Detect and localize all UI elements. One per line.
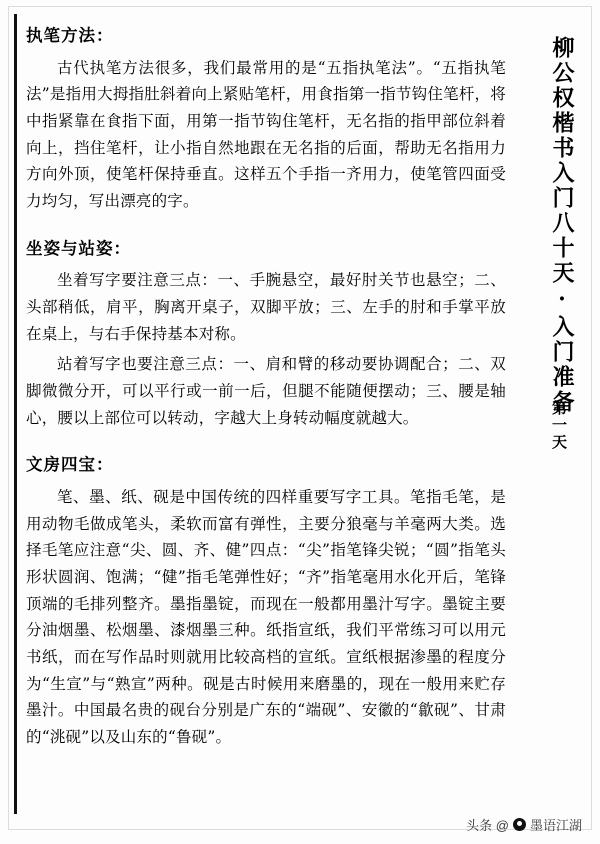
section-heading-posture: 坐姿与站姿： <box>26 238 131 258</box>
document-body <box>26 24 506 804</box>
watermark-author: 墨语江湖 <box>529 818 582 833</box>
paragraph-posture-1: 坐着写字要注意三点：一、手腕悬空，最好肘关节也悬空；二、头部稍低，肩平，胸离开桌子，双脚平放；三、左手的肘和手掌平放在桌上，与右手保持基本对称。 <box>26 271 506 343</box>
section-four-treasures <box>26 453 506 750</box>
section-holding-brush <box>26 24 506 215</box>
vertical-day-label: 第一天 <box>550 400 568 451</box>
section-heading-four-treasures: 文房四宝： <box>26 455 114 475</box>
watermark <box>466 815 582 834</box>
section-posture <box>26 237 506 432</box>
paragraph-four-treasures-1: 笔、墨、纸、砚是中国传统的四样重要写字工具。笔指毛笔，是用动物毛做成笔头，柔软而富有弹性，主要分狼毫与羊毫两大类。选择毛笔应注意“尖、圆、齐、健”四点：“尖”指笔锋尖锐；“圆”指笔头形状圆润、饱满；“健”指毛笔弹性好；“齐”指笔毫用水化开后，笔锋顶端的毛排列整齐。墨指墨锭，而现在一般都用墨汁写字。墨锭主要分油烟墨、松烟墨、漆烟墨三种。纸指宣纸，我们平常练习可以用元书纸，而在写作品时则就用比较高档的宣纸。宣纸根据渗墨的程度分为“生宣”与“熟宣”两种。砚是古时候用来磨墨的，现在一般用来贮存墨汁。中国最名贵的砚台分别是广东的“端砚”、安徽的“歙砚”、甘肃的“洮砚”以及山东的“鲁砚”。 <box>26 488 506 747</box>
paragraph-posture-2: 站着写字也要注意三点：一、肩和臂的移动要协调配合；二、双脚微微分开，可以平行或一前一后，但腿不能随便摆动；三、腰是轴心，腰以上部位可以转动，字越大上身转动幅度就越大。 <box>26 355 506 427</box>
paragraph-holding-brush-1: 古代执笔方法很多，我们最常用的是“五指执笔法”。“五指执笔法”是指用大拇指肚斜着向上紧贴笔杆，用食指第一指节钩住笔杆，将中指紧靠在食指下面，用第一指节钩住笔杆，无名指的指甲部位斜着向上，挡住笔杆，让小指自然地跟在无名指的后面，帮助无名指用力方向外顶，使笔杆保持垂直。这样五个手指一齐用力，使笔管四面受力均匀，写出漂亮的字。 <box>26 58 506 211</box>
vertical-book-title: 柳公权楷书入门八十天·入门准备 <box>549 36 575 415</box>
spacer-2 <box>26 437 506 453</box>
watermark-prefix: 头条 @ <box>466 818 509 833</box>
spacer-1 <box>26 221 506 237</box>
watermark-avatar-icon <box>513 818 526 831</box>
section-heading-holding-brush: 执笔方法： <box>26 26 114 45</box>
